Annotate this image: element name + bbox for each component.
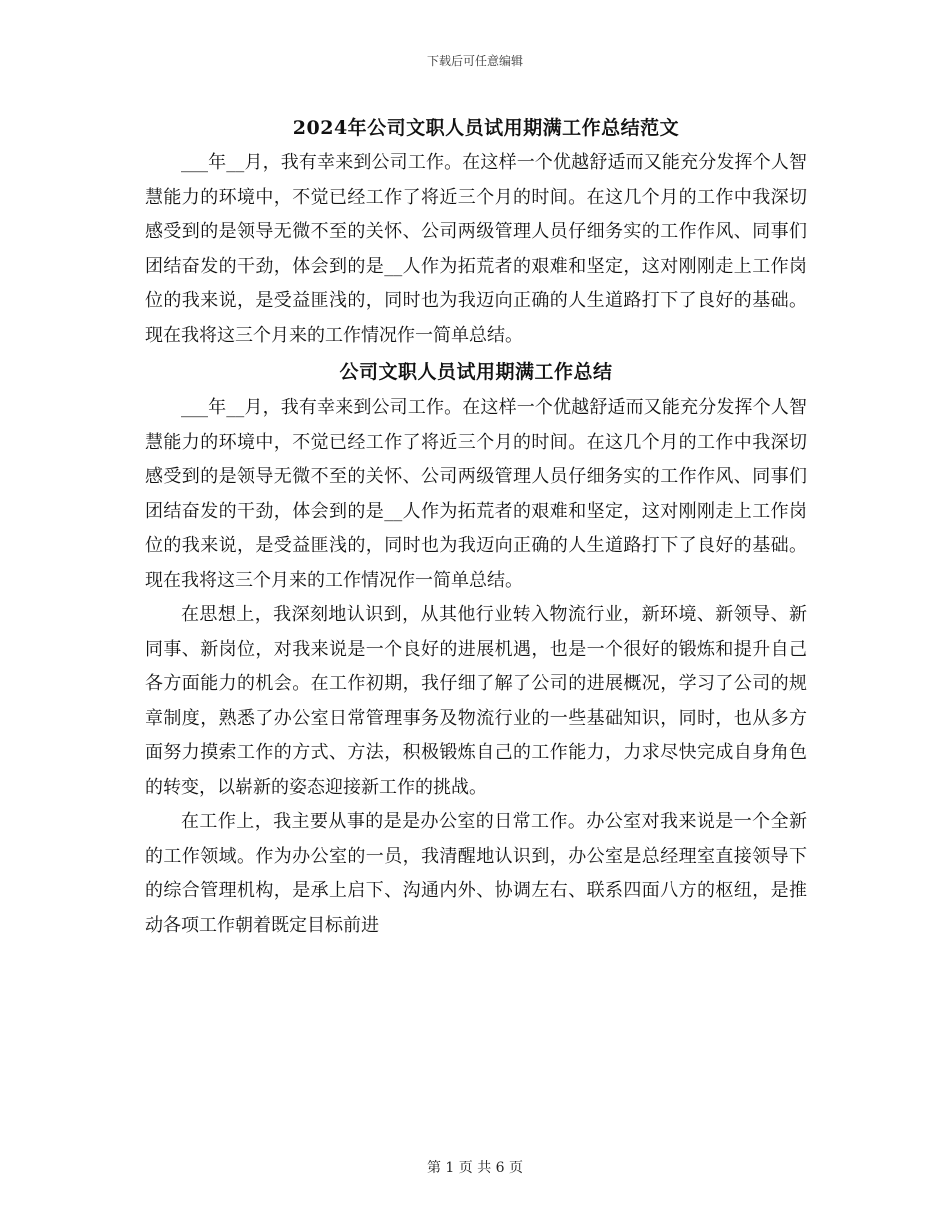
document-title: 2024年公司文职人员试用期满工作总结范文 [292, 117, 680, 139]
page-header: 下载后可任意编辑 [426, 54, 523, 68]
page-number: 第 1 页 共 6 页 [426, 1160, 524, 1176]
document-body [145, 110, 807, 943]
paragraph-thinking: 在思想上，我深刻地认识到，从其他行业转入物流行业，新环境、新领导、新同事、新岗位，对我来说是一个良好的进展机遇，也是一个很好的锻炼和提升自己各方面能力的机会。在工作初期，我仔细了解了公司的进展概况，学习了公司的规章制度，熟悉了办公室日常管理事务及物流行业的一些基础知识，同时，也从多方面努力摸索工作的方式、方法，积极锻炼自己的工作能力，力求尽快完成自身角色的转变，以崭新的姿态迎接新工作的挑战。 [145, 604, 807, 798]
paragraph-intro-repeat: ___年__月，我有幸来到公司工作。在这样一个优越舒适而又能充分发挥个人智慧能力的环境中，不觉已经工作了将近三个月的时间。在这几个月的工作中我深切感受到的是领导无微不至的关怀、公司两级管理人员仔细务实的工作作风、同事们团结奋发的干劲，体会到的是__人作为拓荒者的艰难和坚定，这对刚刚走上工作岗位的我来说，是受益匪浅的，同时也为我迈向正确的人生道路打下了良好的基础。现在我将这三个月来的工作情况作一简单总结。 [145, 397, 807, 591]
document-subtitle: 公司文职人员试用期满工作总结 [339, 361, 613, 383]
paragraph-work: 在工作上，我主要从事的是是办公室的日常工作。办公室对我来说是一个全新的工作领域。作为办公室的一员，我清醒地认识到，办公室是总经理室直接领导下的综合管理机构，是承上启下、沟通内外、协调左右、联系四面八方的枢纽，是推动各项工作朝着既定目标前进 [145, 811, 807, 936]
paragraph-intro: ___年__月，我有幸来到公司工作。在这样一个优越舒适而又能充分发挥个人智慧能力的环境中，不觉已经工作了将近三个月的时间。在这几个月的工作中我深切感受到的是领导无微不至的关怀、公司两级管理人员仔细务实的工作作风、同事们团结奋发的干劲，体会到的是__人作为拓荒者的艰难和坚定，这对刚刚走上工作岗位的我来说，是受益匪浅的，同时也为我迈向正确的人生道路打下了良好的基础。现在我将这三个月来的工作情况作一简单总结。 [145, 152, 807, 346]
